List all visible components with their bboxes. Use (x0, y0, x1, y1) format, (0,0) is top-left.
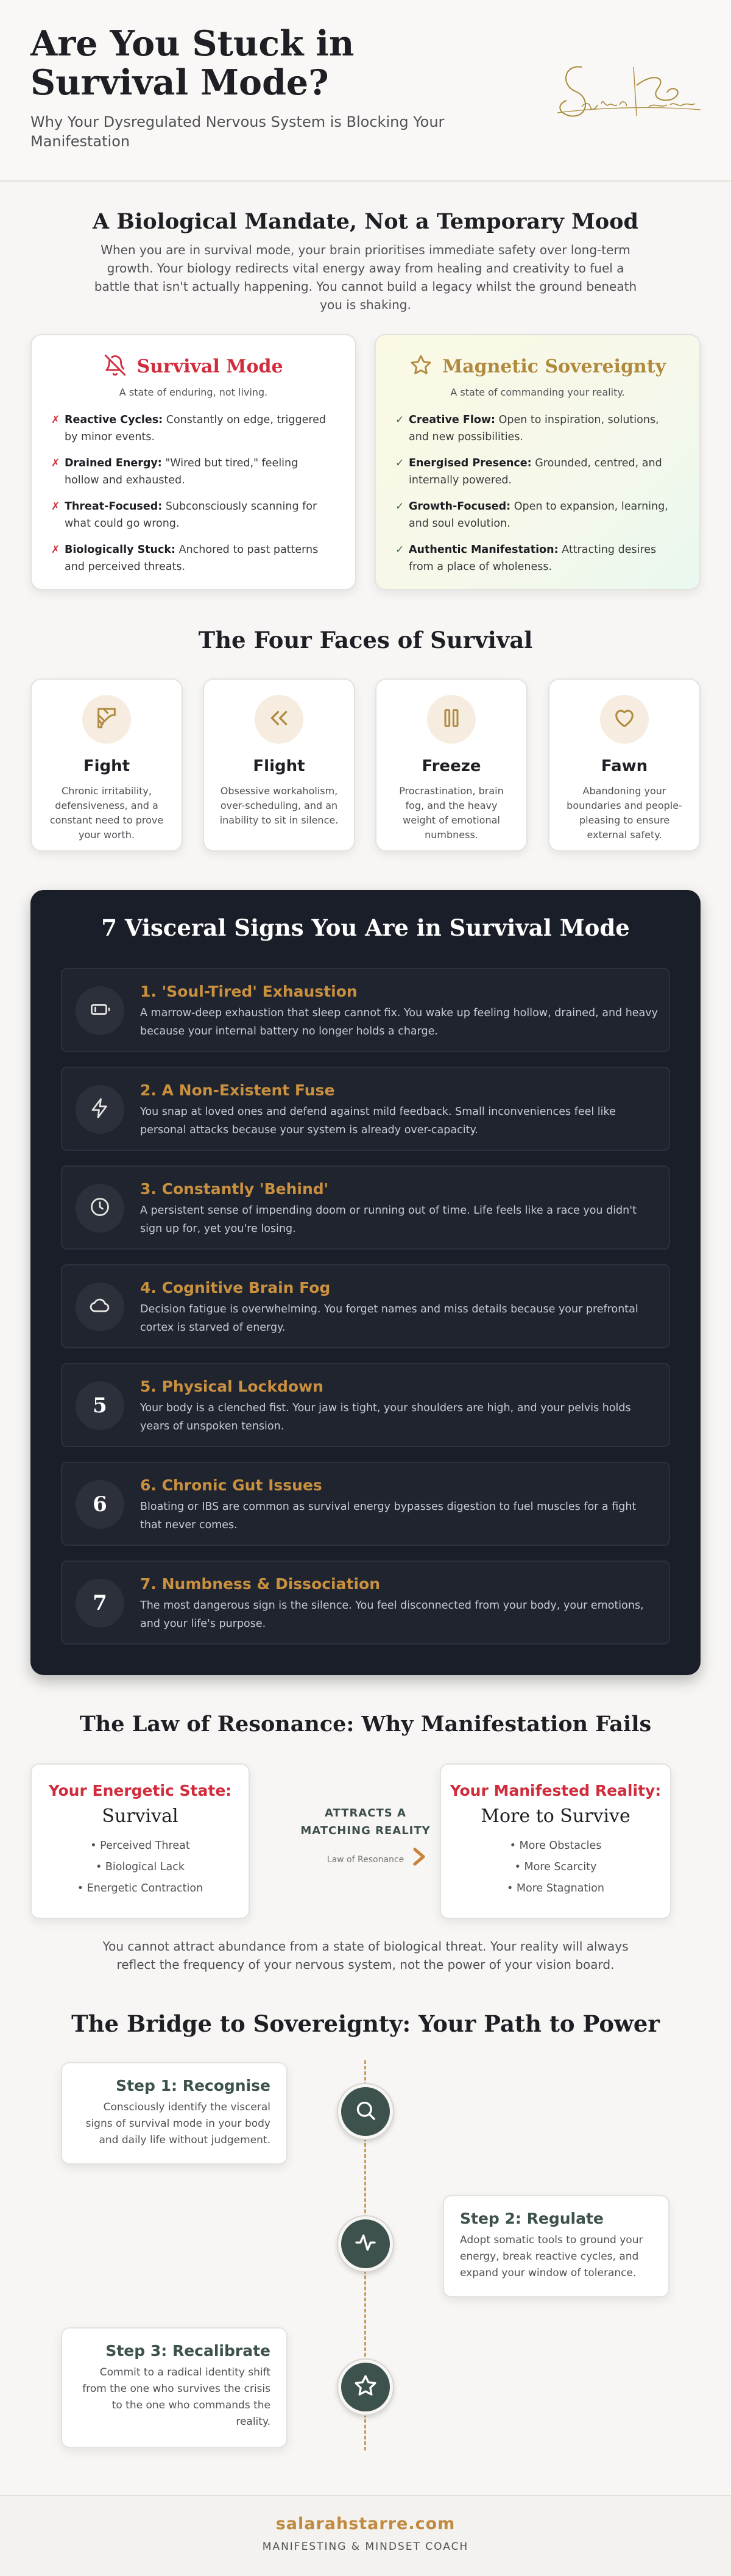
face-desc: Chronic irritability, defensiveness, and a constant need to prove your worth. (49, 785, 164, 841)
battery-low-icon (89, 998, 111, 1023)
sovereignty-subtitle: A state of commanding your reality. (450, 386, 625, 398)
footer-website-link[interactable]: salarahstarre.com (275, 2514, 456, 2533)
step-node-3 (338, 2360, 393, 2414)
page-header (0, 0, 731, 182)
item-label: Drained Energy: (65, 457, 162, 469)
sign-title: 2. A Non-Existent Fuse (140, 1081, 335, 1099)
energetic-state-value: Survival (102, 1806, 178, 1827)
manifested-reality-list (441, 1835, 670, 1899)
list-item (51, 541, 336, 575)
item-label: Authentic Manifestation: (409, 544, 559, 556)
item-label: Energised Presence: (409, 457, 532, 469)
sign-card (61, 968, 670, 1052)
energetic-state-heading: Your Energetic State: (48, 1782, 232, 1799)
face-name: Freeze (422, 757, 481, 775)
sword-icon (94, 706, 119, 733)
sign-card (61, 1462, 670, 1546)
sign-card (61, 1067, 670, 1151)
sign-desc: You snap at loved ones and defend against mild feedback. Small inconveniences feel like personal attacks because your system is already over-capacity. (140, 1106, 616, 1136)
item-text: Attracting desires from a place of wholeness. (409, 544, 657, 573)
manifested-reality-value: More to Survive (481, 1806, 630, 1827)
item-text: "Wired but tired," feeling hollow and exhausted. (65, 457, 298, 486)
signature-logo (545, 49, 710, 134)
page-title-line2: Survival Mode? (30, 62, 329, 103)
faces-title: The Four Faces of Survival (198, 627, 533, 653)
energetic-state-list (32, 1835, 249, 1899)
item-text: Subconsciously scanning for what could go wrong. (65, 500, 317, 530)
item-text: Constantly on edge, triggered by minor events. (65, 414, 327, 443)
list-item: • More Stagnation (507, 1882, 604, 1895)
face-desc: Procrastination, brain fog, and the heavy weight of emotional numbness. (399, 785, 504, 841)
step-node-1 (338, 2084, 393, 2139)
list-item: • Biological Lack (96, 1861, 185, 1873)
clock-icon (89, 1196, 111, 1220)
double-chevron-left-icon (267, 706, 291, 733)
list-item: • Energetic Contraction (77, 1882, 203, 1895)
item-label: Creative Flow: (409, 414, 496, 426)
search-icon (353, 2098, 378, 2125)
sign-number: 7 (93, 1591, 107, 1615)
check-icon: ✓ (395, 544, 404, 556)
face-desc: Obsessive workaholism, over-scheduling, and an inability to sit in silence. (219, 785, 339, 826)
check-icon: ✓ (395, 457, 404, 469)
step-card-regulate (443, 2195, 669, 2297)
star-icon (353, 2374, 378, 2400)
chevron-right-icon (411, 1846, 428, 1870)
item-text: Anchored to past patterns and perceived threats. (65, 544, 319, 573)
sign-number: 5 (93, 1393, 107, 1418)
list-item (51, 455, 336, 489)
list-item (395, 541, 680, 575)
bell-off-icon (104, 354, 127, 379)
page-footer (0, 2495, 731, 2576)
list-item (395, 498, 680, 532)
item-label: Reactive Cycles: (65, 414, 163, 426)
survival-mode-title: Survival Mode (136, 355, 283, 377)
sign-title: 5. Physical Lockdown (140, 1378, 323, 1395)
page-title-line1: Are You Stuck in (30, 23, 355, 64)
survival-mode-subtitle: A state of enduring, not living. (119, 386, 268, 398)
sign-card (61, 1560, 670, 1645)
heart-icon (612, 706, 637, 733)
magnetic-sovereignty-card (375, 334, 701, 590)
step-desc: Commit to a radical identity shift from the one who survives the crisis to the one who commands the reality. (82, 2366, 270, 2428)
step-title: Step 3: Recalibrate (105, 2342, 270, 2360)
sign-desc: Bloating or IBS are common as survival energy bypasses digestion to fuel muscles for a fight that never comes. (140, 1501, 637, 1531)
step-title: Step 2: Regulate (460, 2210, 604, 2227)
face-card-fawn (548, 678, 701, 852)
item-text: Open to inspiration, solutions, and new possibilities. (409, 414, 659, 443)
resonance-connector (295, 1804, 436, 1865)
resonance-note: You cannot attract abundance from a state of biological threat. Your reality will always reflect the frequency of your nervous system, not the power of your vision board. (102, 1939, 629, 1972)
item-label: Threat-Focused: (65, 500, 163, 513)
face-card-flight (203, 678, 355, 852)
footer-tagline: MANIFESTING & MINDSET COACH (262, 2541, 469, 2553)
sign-card (61, 1363, 670, 1447)
sovereignty-title: Magnetic Sovereignty (442, 355, 666, 377)
energetic-state-box (30, 1763, 250, 1919)
sign-card (61, 1165, 670, 1250)
face-name: Flight (253, 757, 305, 775)
resonance-connector-line2: MATCHING REALITY (300, 1824, 431, 1837)
item-text: Open to expansion, learning, and soul evolution. (409, 500, 668, 530)
survival-mode-card (30, 334, 356, 590)
item-text: Grounded, centred, and internally powered. (409, 457, 662, 486)
resonance-title: The Law of Resonance: Why Manifestation Fails (79, 1712, 652, 1737)
step-card-recognise (61, 2062, 288, 2165)
page-title (30, 24, 457, 102)
page-subtitle: Why Your Dysregulated Nervous System is Blocking Your Manifestation (30, 113, 445, 150)
sign-desc: Decision fatigue is overwhelming. You forget names and miss details because your prefrontal cortex is starved of energy. (140, 1303, 638, 1334)
sign-title: 3. Constantly 'Behind' (140, 1180, 329, 1198)
sovereignty-list (395, 411, 680, 575)
sign-desc: A marrow-deep exhaustion that sleep cannot fix. You wake up feeling hollow, drained, and heavy because your internal battery no longer holds a charge. (140, 1007, 658, 1037)
face-name: Fight (83, 757, 130, 775)
item-label: Growth-Focused: (409, 500, 511, 513)
list-item: • Perceived Threat (90, 1840, 190, 1852)
face-desc: Abandoning your boundaries and people-pleasing to ensure external safety. (567, 785, 682, 841)
list-item (51, 498, 336, 532)
cloud-icon (89, 1295, 111, 1319)
manifested-reality-heading: Your Manifested Reality: (450, 1782, 662, 1799)
resonance-connector-line1: ATTRACTS A (325, 1807, 406, 1820)
x-mark-icon: ✗ (51, 500, 60, 513)
pause-icon (439, 706, 464, 733)
face-card-freeze (375, 678, 528, 852)
face-name: Fawn (601, 757, 648, 775)
list-item: • More Obstacles (509, 1840, 602, 1852)
sign-title: 4. Cognitive Brain Fog (140, 1279, 331, 1297)
x-mark-icon: ✗ (51, 414, 60, 426)
signs-title: 7 Visceral Signs You Are in Survival Mode (101, 914, 630, 941)
list-item: • More Scarcity (514, 1861, 597, 1873)
x-mark-icon: ✗ (51, 457, 60, 469)
check-icon: ✓ (395, 500, 404, 513)
item-label: Biologically Stuck: (65, 544, 176, 556)
resonance-connector-caption: Law of Resonance (327, 1855, 404, 1865)
sign-desc: The most dangerous sign is the silence. You feel disconnected from your body, your emotions, and your life's purpose. (140, 1599, 644, 1630)
sign-number: 6 (93, 1492, 107, 1517)
sign-title: 7. Numbness & Dissociation (140, 1575, 380, 1593)
bridge-title: The Bridge to Sovereignty: Your Path to Power (71, 2010, 660, 2037)
mandate-title: A Biological Mandate, Not a Temporary Mood (93, 209, 638, 234)
sign-desc: A persistent sense of impending doom or running out of time. Life feels like a race you didn't sign up for, yet you're losing. (140, 1204, 637, 1235)
step-title: Step 1: Recognise (116, 2077, 270, 2094)
x-mark-icon: ✗ (51, 544, 60, 556)
sign-desc: Your body is a clenched fist. Your jaw is tight, your shoulders are high, and your pelvis holds years of unspoken tension. (140, 1402, 631, 1432)
signs-section (30, 890, 701, 1675)
list-item (395, 411, 680, 446)
list-item (395, 455, 680, 489)
mandate-intro: When you are in survival mode, your brain prioritises immediate safety over long-term growth. Your biology redirects vital energy away from healing and creativity to fuel a battle that isn't actually happening. You cannot build a legacy whilst the ground beneath you is shaking. (94, 243, 637, 312)
sign-title: 1. 'Soul-Tired' Exhaustion (140, 983, 358, 1000)
star-icon (409, 354, 433, 379)
manifested-reality-box (440, 1763, 671, 1919)
face-card-fight (30, 678, 183, 852)
survival-mode-list (51, 411, 336, 575)
step-desc: Adopt somatic tools to ground your energy, break reactive cycles, and expand your window of tolerance. (460, 2234, 643, 2279)
pulse-icon (353, 2230, 378, 2257)
lightning-icon (89, 1097, 111, 1122)
check-icon: ✓ (395, 414, 404, 426)
sign-card (61, 1264, 670, 1348)
step-card-recalibrate (61, 2327, 288, 2448)
list-item (51, 411, 336, 446)
sign-title: 6. Chronic Gut Issues (140, 1476, 322, 1494)
step-node-2 (338, 2216, 393, 2271)
step-desc: Consciously identify the visceral signs of survival mode in your body and daily life without judgement. (85, 2101, 270, 2146)
